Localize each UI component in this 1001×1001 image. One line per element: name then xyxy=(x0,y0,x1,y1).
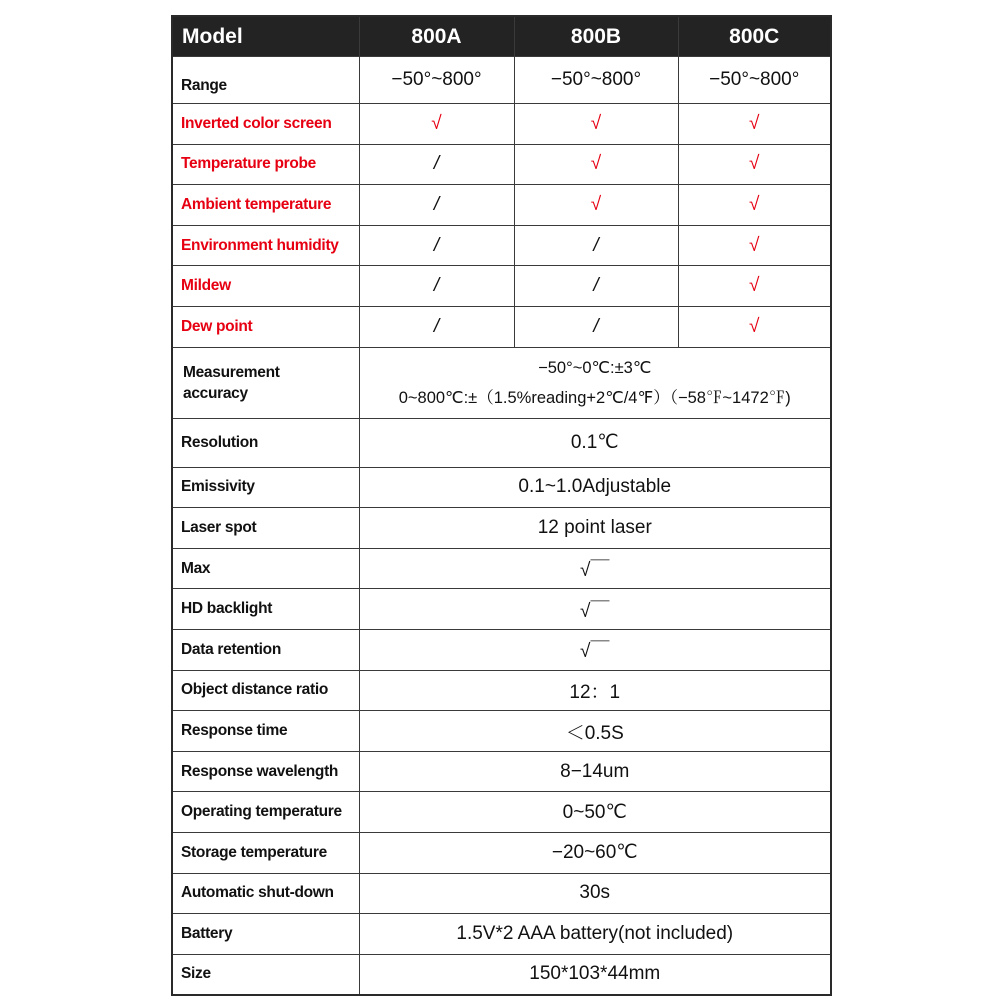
model-800b-header: 800B xyxy=(514,16,678,57)
spec-comparison-table xyxy=(171,15,832,996)
spec-value: 8−14um xyxy=(359,751,831,792)
accuracy-label-line1: Measurement xyxy=(183,363,280,381)
spec-label: Response time xyxy=(172,711,359,752)
feature-value: / xyxy=(359,144,514,185)
spec-row xyxy=(172,418,831,467)
spec-label: Operating temperature xyxy=(172,792,359,833)
feature-row xyxy=(172,104,831,145)
feature-value: √ xyxy=(678,307,831,348)
spec-label: Size xyxy=(172,954,359,995)
spec-row xyxy=(172,751,831,792)
spec-value: 0.1℃ xyxy=(359,418,831,467)
model-header: Model xyxy=(172,16,359,57)
feature-row xyxy=(172,307,831,348)
feature-value: √ xyxy=(514,144,678,185)
spec-row xyxy=(172,670,831,711)
accuracy-label xyxy=(172,347,359,418)
range-row xyxy=(172,57,831,104)
range-800a: −50°~800° xyxy=(359,57,514,104)
spec-label: HD backlight xyxy=(172,589,359,630)
feature-label: Dew point xyxy=(172,307,359,348)
feature-value: √ xyxy=(359,104,514,145)
feature-value: √ xyxy=(514,185,678,226)
feature-value: √ xyxy=(678,144,831,185)
range-800c: −50°~800° xyxy=(678,57,831,104)
spec-label: Battery xyxy=(172,914,359,955)
feature-value: / xyxy=(514,307,678,348)
spec-label: Data retention xyxy=(172,630,359,671)
model-800a-header: 800A xyxy=(359,16,514,57)
feature-row xyxy=(172,266,831,307)
accuracy-line1: −50°~0℃:±3℃ xyxy=(538,358,652,377)
accuracy-value xyxy=(359,347,831,418)
spec-value: 150*103*44mm xyxy=(359,954,831,995)
feature-value: / xyxy=(514,225,678,266)
feature-value: √ xyxy=(514,104,678,145)
spec-value: ＜0.5S xyxy=(359,711,831,752)
range-800b: −50°~800° xyxy=(514,57,678,104)
feature-value: √ xyxy=(678,104,831,145)
spec-value: 1.5V*2 AAA battery(not included) xyxy=(359,914,831,955)
spec-row xyxy=(172,792,831,833)
spec-row xyxy=(172,548,831,589)
header-row xyxy=(172,16,831,57)
spec-label: Resolution xyxy=(172,418,359,467)
spec-row xyxy=(172,508,831,549)
spec-row xyxy=(172,954,831,995)
spec-label: Emissivity xyxy=(172,467,359,508)
spec-value: 0~50℃ xyxy=(359,792,831,833)
spec-label: Response wavelength xyxy=(172,751,359,792)
spec-label: Storage temperature xyxy=(172,833,359,874)
spec-row xyxy=(172,914,831,955)
feature-value: / xyxy=(514,266,678,307)
spec-value: 12：1 xyxy=(359,670,831,711)
spec-row xyxy=(172,589,831,630)
feature-value: / xyxy=(359,185,514,226)
model-800c-header: 800C xyxy=(678,16,831,57)
spec-row xyxy=(172,467,831,508)
accuracy-label-line2: accuracy xyxy=(183,384,248,402)
feature-label: Environment humidity xyxy=(172,225,359,266)
feature-value: / xyxy=(359,307,514,348)
feature-label: Inverted color screen xyxy=(172,104,359,145)
spec-row xyxy=(172,711,831,752)
spec-value: √￣ xyxy=(359,589,831,630)
spec-value: 12 point laser xyxy=(359,508,831,549)
spec-row xyxy=(172,873,831,914)
spec-value: √￣ xyxy=(359,630,831,671)
feature-row xyxy=(172,185,831,226)
spec-value: 30s xyxy=(359,873,831,914)
accuracy-line2: 0~800℃:±（1.5%reading+2℃/4℉）（−58℉~1472℉) xyxy=(398,388,791,407)
feature-label: Ambient temperature xyxy=(172,185,359,226)
feature-value: √ xyxy=(678,225,831,266)
feature-value: √ xyxy=(678,266,831,307)
feature-row xyxy=(172,225,831,266)
feature-value: √ xyxy=(678,185,831,226)
feature-label: Temperature probe xyxy=(172,144,359,185)
spec-value: √￣ xyxy=(359,548,831,589)
spec-value: −20~60℃ xyxy=(359,833,831,874)
spec-row xyxy=(172,833,831,874)
spec-label: Object distance ratio xyxy=(172,670,359,711)
feature-value: / xyxy=(359,225,514,266)
feature-row xyxy=(172,144,831,185)
range-label: Range xyxy=(172,57,359,104)
feature-label: Mildew xyxy=(172,266,359,307)
spec-value: 0.1~1.0Adjustable xyxy=(359,467,831,508)
spec-row xyxy=(172,630,831,671)
feature-value: / xyxy=(359,266,514,307)
accuracy-row xyxy=(172,347,831,418)
spec-label: Automatic shut-down xyxy=(172,873,359,914)
spec-label: Laser spot xyxy=(172,508,359,549)
spec-label: Max xyxy=(172,548,359,589)
